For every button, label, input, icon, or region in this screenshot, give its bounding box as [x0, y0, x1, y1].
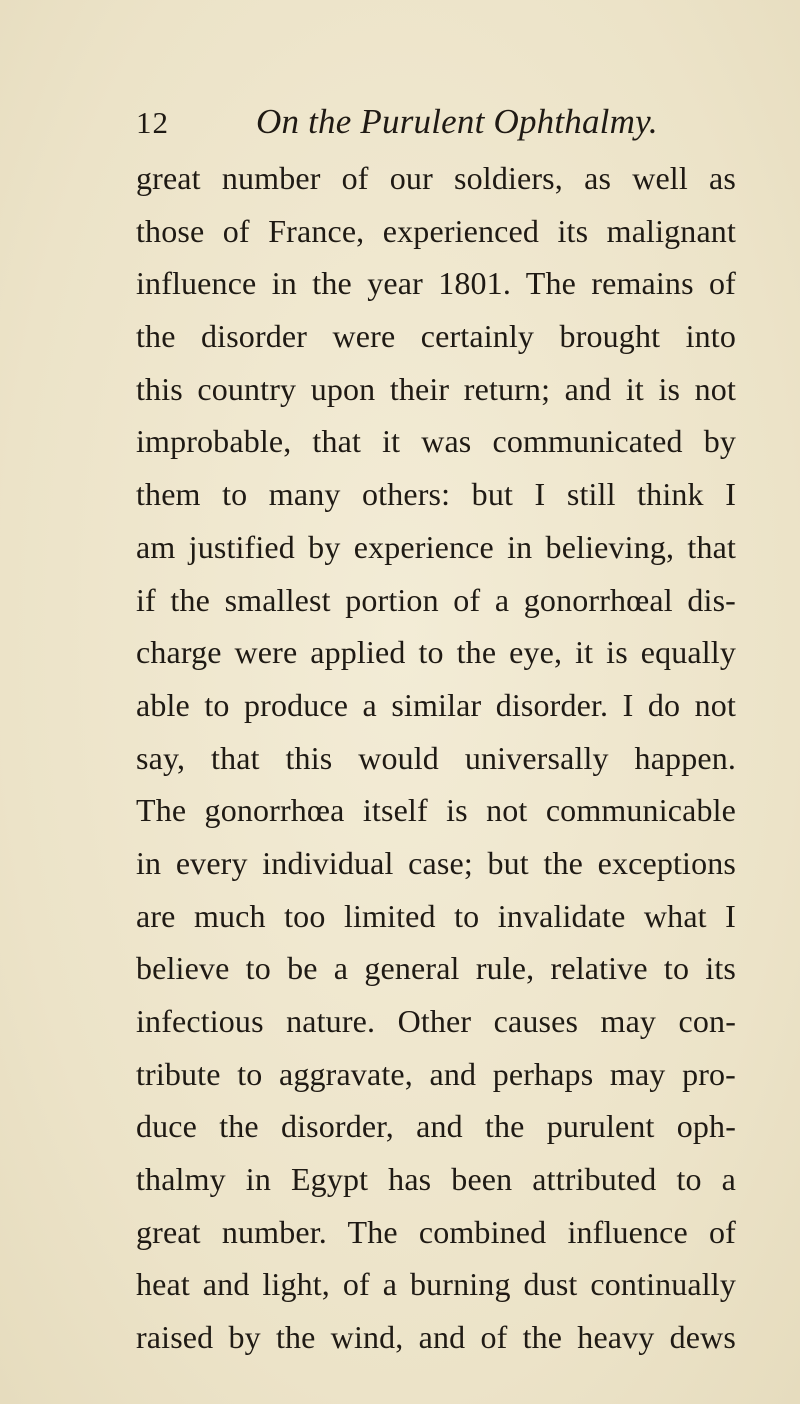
- text-line: duce the disorder, and the purulent oph-: [136, 1108, 736, 1145]
- text-line: if the smallest portion of a gonorrhœal dis-: [136, 581, 736, 618]
- text-line: improbable, that it was communicated by: [136, 423, 736, 460]
- text-line: The gonorrhœa itself is not communicable: [136, 792, 736, 829]
- text-line: great number. The combined influence of: [136, 1213, 736, 1250]
- text-line: thalmy in Egypt has been attributed to a: [136, 1161, 736, 1198]
- text-line: this country upon their return; and it is not: [136, 370, 736, 407]
- text-line: them to many others: but I still think I: [136, 476, 736, 513]
- body-text: [136, 152, 736, 1364]
- text-line: infectious nature. Other causes may con-: [136, 1003, 736, 1039]
- text-line: are much too limited to invalidate what I: [136, 897, 736, 934]
- text-line: charge were applied to the eye, it is equally: [136, 634, 736, 671]
- text-line: heat and light, of a burning dust continually: [136, 1266, 736, 1303]
- text-line: am justified by experience in believing, that: [136, 528, 736, 565]
- text-line: in every individual case; but the exceptions: [136, 844, 736, 881]
- text-line: able to produce a similar disorder. I do not: [136, 686, 736, 723]
- text-line: raised by the wind, and of the heavy dews: [136, 1319, 736, 1356]
- text-line: tribute to aggravate, and perhaps may pro-: [136, 1055, 736, 1092]
- text-line: those of France, experienced its malignant: [136, 212, 736, 249]
- page-number: 12: [136, 105, 169, 140]
- text-line: believe to be a general rule, relative to its: [136, 950, 736, 987]
- text-line: say, that this would universally happen.: [136, 739, 736, 776]
- running-title: On the Purulent Ophthalmy.: [256, 102, 658, 141]
- text-line: the disorder were certainly brought into: [136, 318, 736, 355]
- text-line: influence in the year 1801. The remains of: [136, 265, 736, 302]
- running-head: [136, 96, 736, 148]
- text-line: great number of our soldiers, as well as: [136, 160, 736, 196]
